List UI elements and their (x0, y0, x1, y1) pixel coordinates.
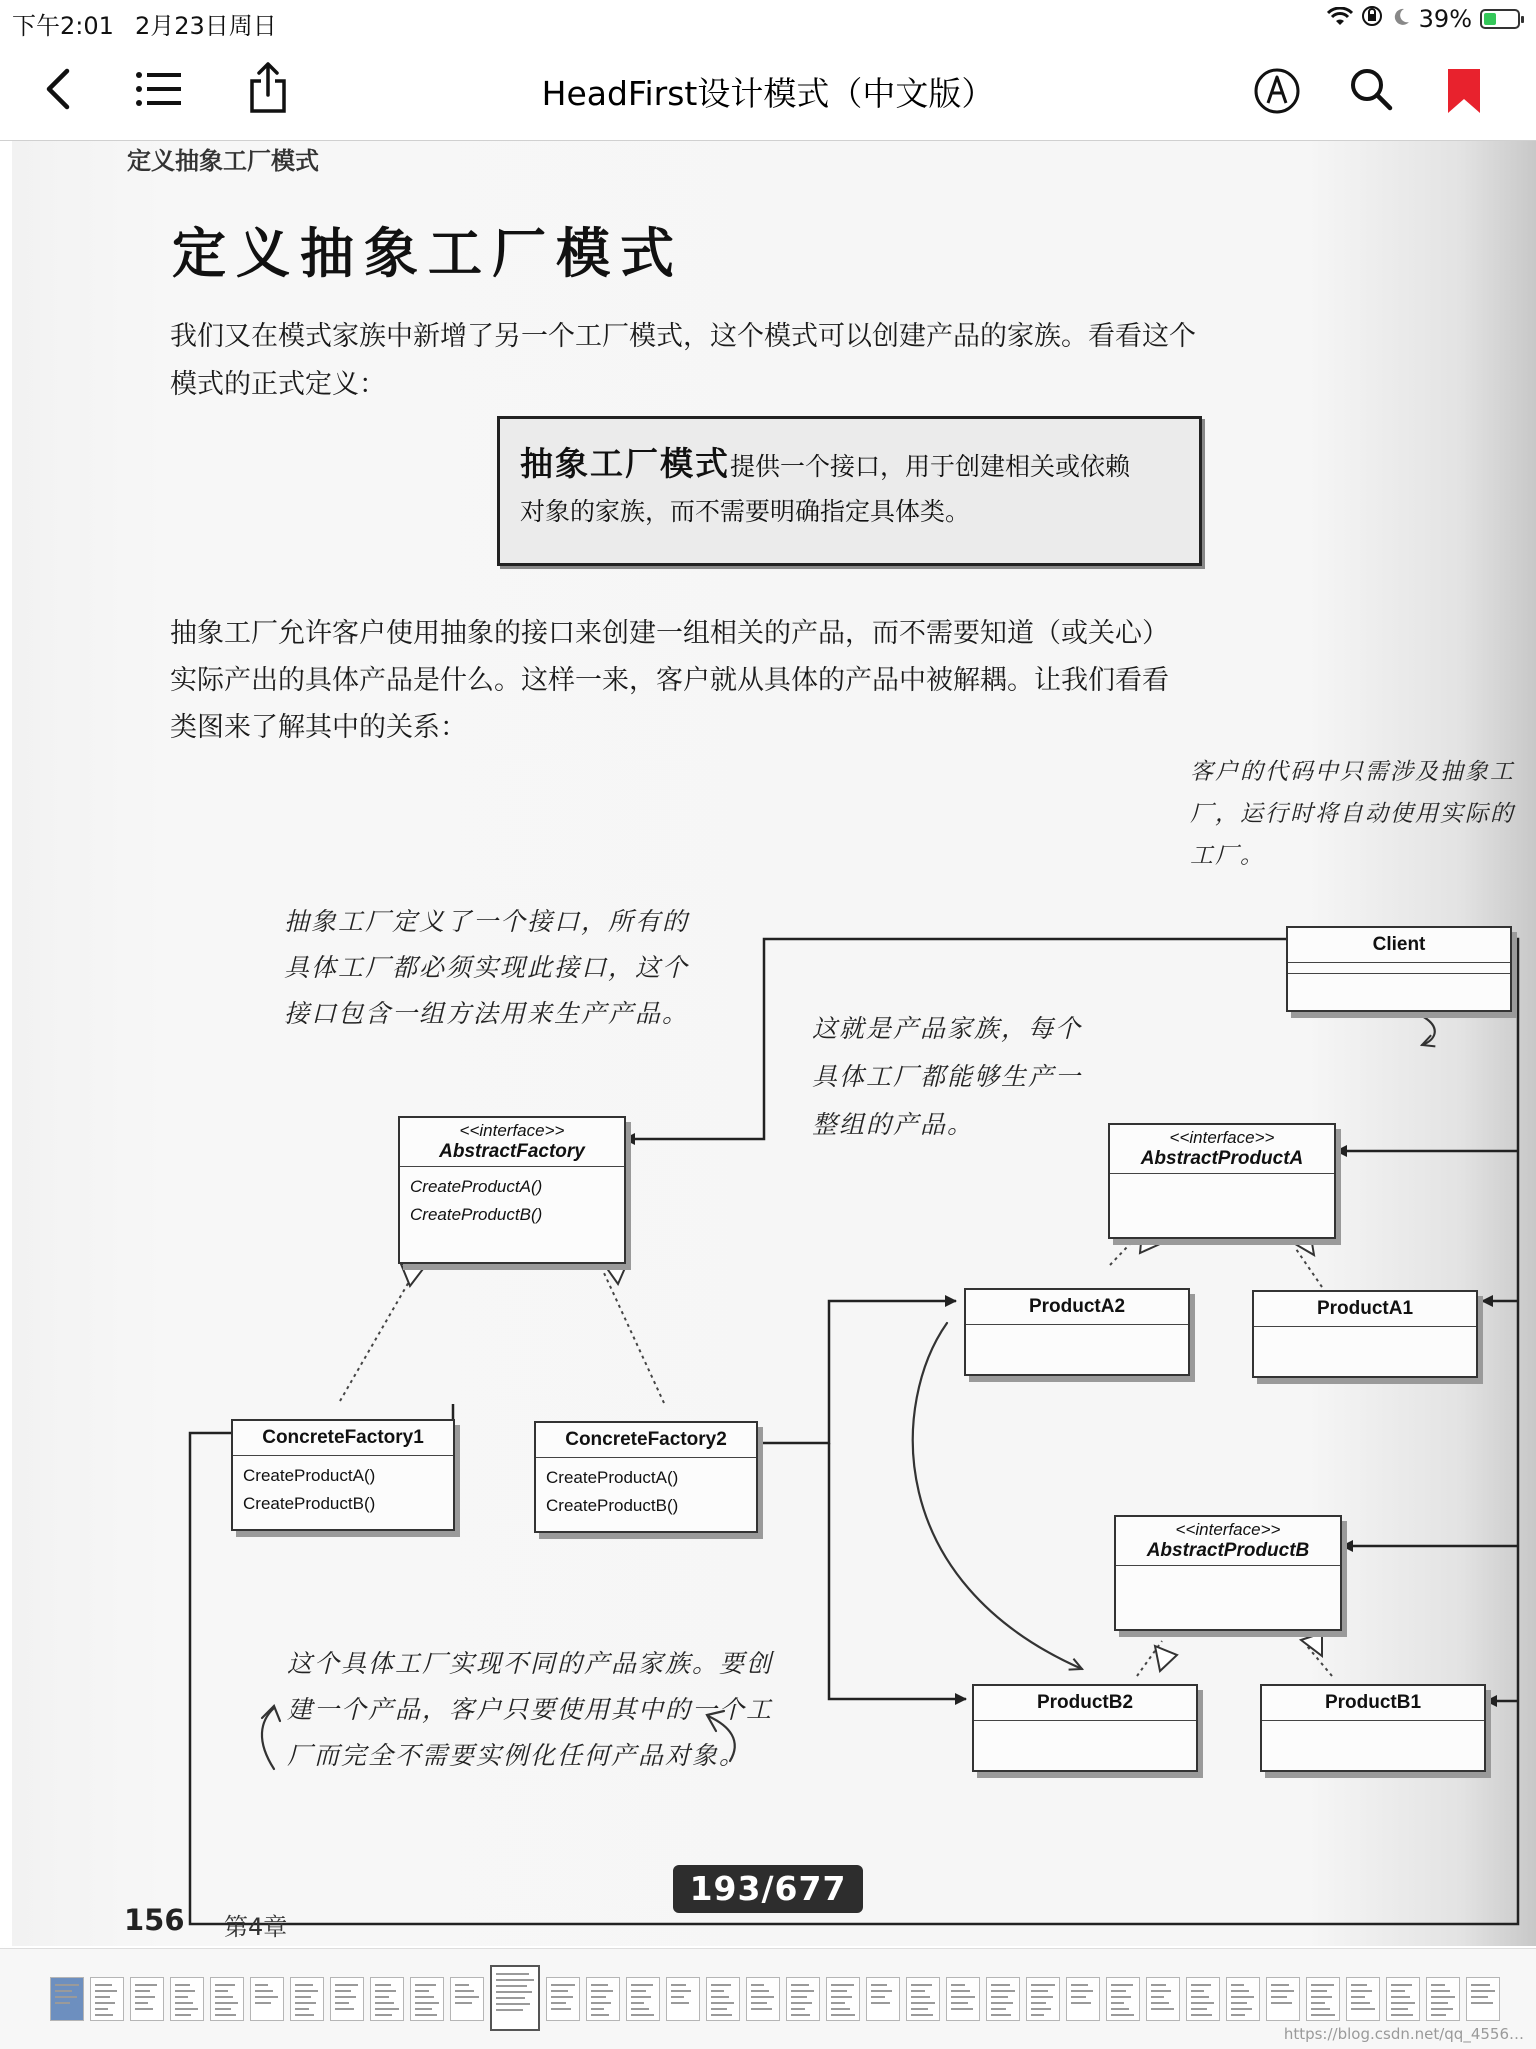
note-line: 厂，运行时将自动使用实际的 (1190, 801, 1515, 827)
definition-text-line2: 对象的家族，而不需要明确指定具体类。 (520, 497, 971, 526)
status-time: 下午2:01 (12, 12, 114, 40)
operation: CreateProductB() (546, 1496, 679, 1515)
running-head: 定义抽象工厂模式 (127, 147, 319, 175)
battery-icon (1480, 9, 1520, 29)
moon-icon (1391, 5, 1411, 33)
thumbnail[interactable] (826, 1977, 860, 2021)
thumbnail[interactable] (210, 1977, 244, 2021)
thumbnail[interactable] (170, 1977, 204, 2021)
note-line: 客户的代码中只需涉及抽象工 (1190, 759, 1515, 785)
page-title: 定义抽象工厂模式 (172, 221, 684, 285)
thumbnail[interactable] (1426, 1977, 1460, 2021)
thumbnail[interactable] (1226, 1977, 1260, 2021)
intro-line: 我们又在模式家族中新增了另一个工厂模式，这个模式可以创建产品的家族。看看这个 (170, 321, 1196, 352)
interface-name: AbstractProductA (1140, 1148, 1304, 1169)
thumbnail-strip[interactable] (0, 1948, 1536, 2049)
status-indicators (1327, 5, 1520, 33)
note-line: 厂而完全不需要实例化任何产品对象。 (287, 1741, 747, 1770)
uml-product-a1 (1252, 1290, 1478, 1378)
definition-text: 提供一个接口，用于创建相关或依赖 (730, 452, 1131, 481)
note-line: 工厂。 (1190, 843, 1265, 869)
bookmark-icon[interactable] (1442, 64, 1486, 118)
page-number: 156 (124, 1903, 185, 1937)
note-line: 整组的产品。 (812, 1110, 975, 1139)
body-line: 实际产出的具体产品是什么。这样一来，客户就从具体的产品中被解耦。让我们看看 (170, 665, 1169, 696)
stereotype: <<interface>> (459, 1121, 565, 1140)
thumbnail[interactable] (450, 1977, 484, 2021)
class-name: ConcreteFactory1 (233, 1421, 453, 1456)
stereotype: <<interface>> (1175, 1520, 1281, 1539)
uml-client (1286, 926, 1512, 1012)
class-name: ProductA1 (1254, 1292, 1476, 1327)
note-line: 具体工厂都必须实现此接口，这个 (284, 953, 690, 982)
thumbnail[interactable] (1066, 1977, 1100, 2021)
thumbnail[interactable] (906, 1977, 940, 2021)
thumbnail[interactable] (666, 1977, 700, 2021)
class-name: ConcreteFactory2 (536, 1423, 756, 1458)
thumbnail-current[interactable] (490, 1965, 540, 2031)
intro-line: 模式的正式定义： (170, 369, 386, 400)
uml-connectors (12, 141, 1536, 1946)
operation: CreateProductA() (410, 1177, 543, 1196)
book-page[interactable] (12, 141, 1536, 1946)
class-name: ProductA2 (966, 1290, 1188, 1325)
body-line: 类图来了解其中的关系： (170, 712, 467, 743)
thumbnail[interactable] (626, 1977, 660, 2021)
thumbnail[interactable] (786, 1977, 820, 2021)
page-indicator: 193/677 (673, 1865, 863, 1913)
note-line: 这个具体工厂实现不同的产品家族。要创 (287, 1649, 774, 1678)
operation: CreateProductA() (546, 1468, 679, 1487)
thumbnail[interactable] (1186, 1977, 1220, 2021)
uml-product-b1 (1260, 1684, 1486, 1772)
thumbnail[interactable] (706, 1977, 740, 2021)
thumbnail[interactable] (290, 1977, 324, 2021)
thumbnail[interactable] (410, 1977, 444, 2021)
class-name: ProductB1 (1262, 1686, 1484, 1721)
wifi-icon (1327, 5, 1353, 33)
thumbnail[interactable] (1346, 1977, 1380, 2021)
uml-concrete-factory1 (231, 1419, 455, 1531)
thumbnail[interactable] (50, 1977, 84, 2021)
uml-concrete-factory2 (534, 1421, 758, 1533)
operation: CreateProductA() (243, 1466, 376, 1485)
thumbnail[interactable] (586, 1977, 620, 2021)
body-line: 抽象工厂允许客户使用抽象的接口来创建一组相关的产品，而不需要知道（或关心） (170, 618, 1169, 649)
thumbnail[interactable] (946, 1977, 980, 2021)
interface-name: AbstractProductB (1146, 1540, 1310, 1561)
chapter-label: 第4章 (224, 1913, 288, 1941)
operation: CreateProductB() (410, 1205, 543, 1224)
thumbnail[interactable] (1386, 1977, 1420, 2021)
markup-pen-icon[interactable] (1252, 66, 1302, 116)
thumbnail[interactable] (130, 1977, 164, 2021)
search-icon[interactable] (1346, 64, 1396, 114)
thumbnail[interactable] (90, 1977, 124, 2021)
orientation-lock-icon (1361, 5, 1383, 33)
note-line: 这就是产品家族，每个 (812, 1014, 1083, 1043)
thumbnail[interactable] (1266, 1977, 1300, 2021)
thumbnail[interactable] (1146, 1977, 1180, 2021)
definition-term: 抽象工厂模式 (520, 444, 730, 483)
note-line: 建一个产品，客户只要使用其中的一个工 (287, 1695, 774, 1724)
note-line: 接口包含一组方法用来生产产品。 (284, 999, 690, 1028)
watermark-text: https://blog.csdn.net/qq_4556… (1283, 2025, 1524, 2043)
uml-abstract-product-b (1114, 1515, 1342, 1631)
uml-abstract-factory (398, 1116, 626, 1264)
status-bar (0, 0, 1536, 40)
operation: CreateProductB() (243, 1494, 376, 1513)
thumbnail[interactable] (546, 1977, 580, 2021)
interface-name: AbstractFactory (439, 1141, 585, 1162)
uml-product-b2 (972, 1684, 1198, 1772)
thumbnail[interactable] (1026, 1977, 1060, 2021)
thumbnail[interactable] (370, 1977, 404, 2021)
thumbnail[interactable] (866, 1977, 900, 2021)
thumbnail[interactable] (1466, 1977, 1500, 2021)
class-name: Client (1288, 928, 1510, 963)
thumbnail[interactable] (250, 1977, 284, 2021)
battery-percent: 39% (1418, 5, 1472, 33)
class-name: ProductB2 (974, 1686, 1196, 1721)
thumbnail[interactable] (1306, 1977, 1340, 2021)
note-line: 具体工厂都能够生产一 (812, 1062, 1083, 1091)
thumbnail[interactable] (986, 1977, 1020, 2021)
nav-bar (0, 40, 1536, 141)
status-date: 2月23日周日 (135, 12, 277, 40)
thumbnail[interactable] (330, 1977, 364, 2021)
thumbnail[interactable] (1106, 1977, 1140, 2021)
stereotype: <<interface>> (1169, 1128, 1275, 1147)
document-title: HeadFirst设计模式（中文版） (541, 74, 995, 113)
uml-abstract-product-a (1108, 1123, 1336, 1239)
thumbnail[interactable] (746, 1977, 780, 2021)
note-line: 抽象工厂定义了一个接口，所有的 (284, 907, 690, 936)
uml-product-a2 (964, 1288, 1190, 1376)
